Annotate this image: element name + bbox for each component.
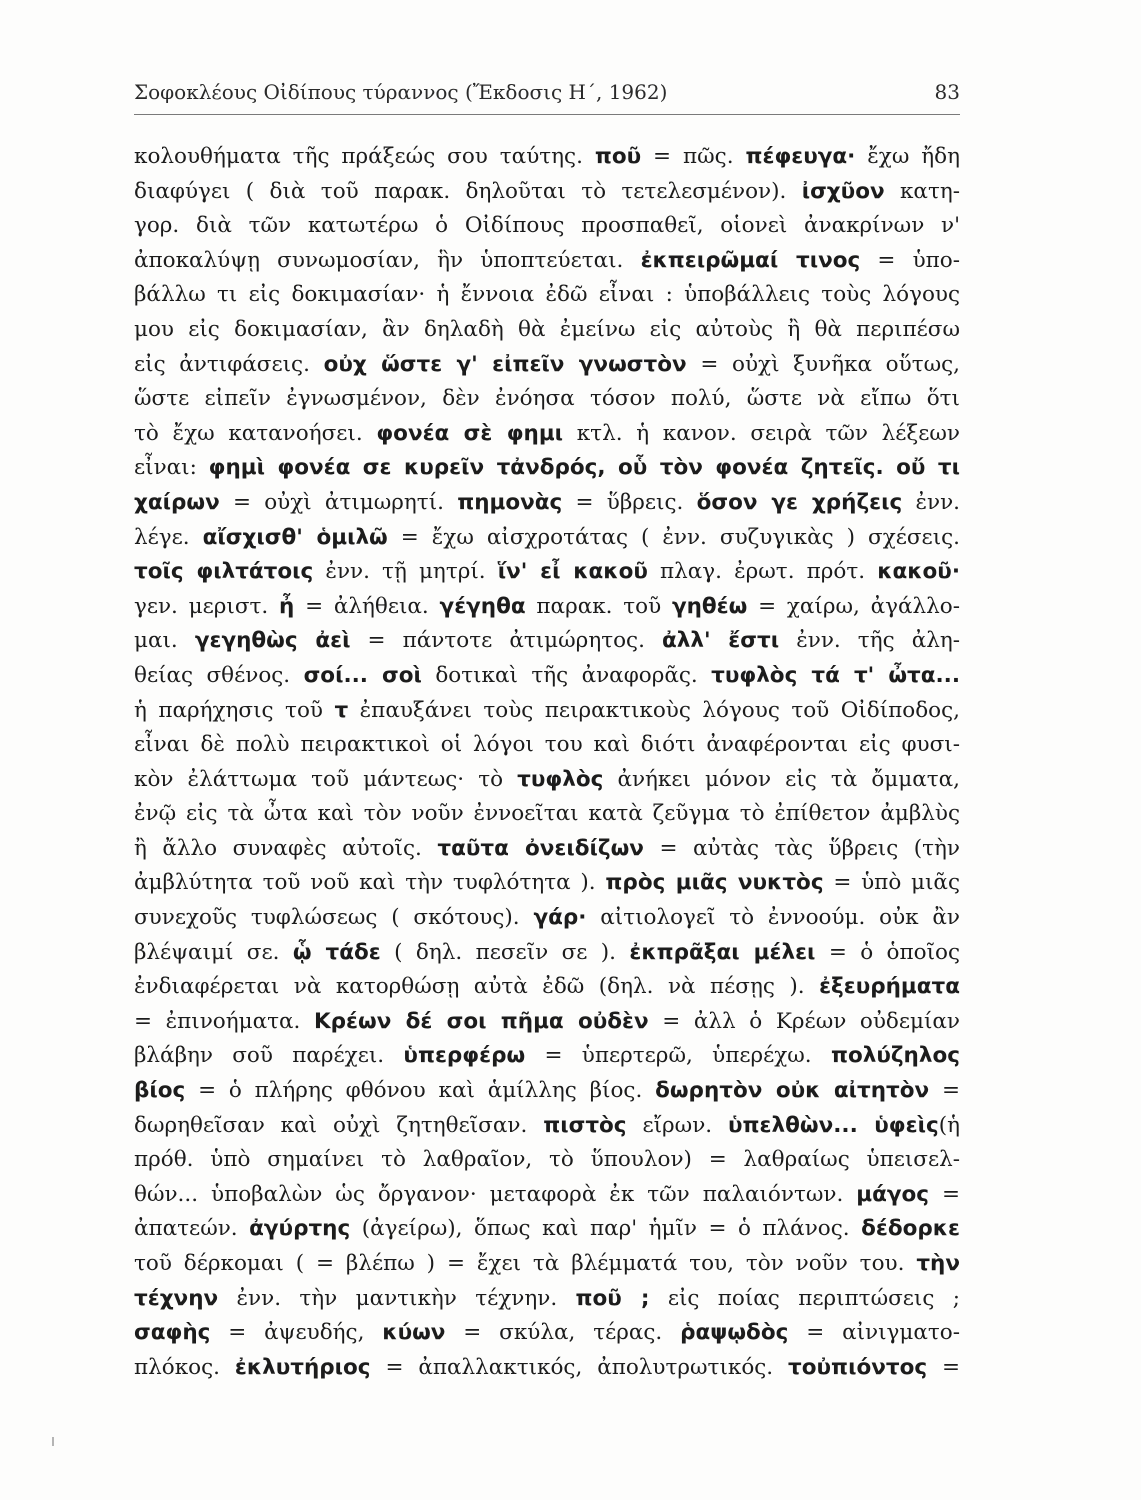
- text-run: βάλλω τι εἰς δοκιμασίαν· ἡ ἔννοια ἐδῶ εἶναι : ὑποβάλλεις τοὺς λόγους: [134, 282, 960, 308]
- text-run: ἐνδιαφέρεται νὰ κατορθώσῃ αὐτὰ ἐδῶ (δηλ. νὰ πέσῃς ).: [134, 974, 820, 1000]
- text-run: γορ. διὰ τῶν κατωτέρω ὁ Οἰδίπους προσπαθεῖ, οἱονεὶ ἀνακρίνων ν': [134, 213, 960, 239]
- text-run: κτλ. ἡ κανον. σειρὰ τῶν λέξεων: [563, 420, 960, 446]
- text-line: [134, 313, 960, 348]
- text-line: [134, 382, 960, 417]
- lemma-bold: ἐκλυτήριος: [234, 1354, 371, 1380]
- lemma-bold: ποῦ ;: [575, 1285, 650, 1311]
- text-run: τοῦ δέρκομαι ( = βλέπω ) = ἔχει τὰ βλέμματά του, τὸν νοῦν του.: [134, 1251, 917, 1276]
- text-line: [134, 209, 960, 244]
- text-line: [134, 970, 960, 1005]
- text-line: [134, 175, 960, 210]
- lemma-bold: τὴν: [916, 1251, 960, 1276]
- text-line: [134, 486, 960, 521]
- text-run: = οὐχὶ ξυνῆκα οὕτως,: [686, 351, 960, 377]
- lemma-bold: δέδορκε: [861, 1216, 960, 1242]
- text-run: ἔχω ἤδη: [855, 144, 960, 169]
- text-line: [134, 348, 960, 383]
- text-run: (ἀγείρω), ὅπως καὶ παρ' ἡμῖν = ὁ πλάνος.: [350, 1216, 862, 1242]
- text-run: = ἐπινοήματα.: [134, 1008, 314, 1034]
- text-run: = αὐτὰς τὰς ὕβρεις (τὴν: [643, 835, 960, 861]
- text-line: [134, 1074, 960, 1109]
- lemma-bold: ἀγύρτης: [249, 1216, 351, 1242]
- lemma-bold: ἐκπειρῶμαί τινος: [640, 247, 861, 273]
- text-run: εἶναι:: [134, 455, 209, 481]
- running-header: [134, 80, 960, 112]
- text-line: [134, 936, 960, 971]
- lemma-bold: ῥαψῳδὸς: [680, 1320, 789, 1346]
- lemma-bold: πρὸς μιᾶς νυκτὸς: [605, 870, 824, 896]
- text-line: [134, 1351, 960, 1386]
- text-run: λέγε.: [134, 524, 203, 550]
- text-line: [134, 901, 960, 936]
- text-run: = ὕβρεις.: [562, 489, 697, 515]
- text-line: [134, 1178, 960, 1213]
- text-line: [134, 451, 960, 486]
- lemma-bold: ὑπερφέρω: [403, 1043, 526, 1069]
- text-run: ἢ ἄλλο συναφὲς αὐτοῖς.: [134, 835, 438, 861]
- header-rule: [134, 114, 960, 115]
- lemma-bold: βίος: [134, 1078, 186, 1104]
- text-run: = ὁ ὁποῖος: [815, 939, 960, 965]
- margin-mark: [52, 1437, 54, 1446]
- text-run: διαφύγει ( διὰ τοῦ παρακ. δηλοῦται τὸ τετελεσμένον).: [134, 178, 802, 204]
- text-run: ἐνν. τῇ μητρί.: [313, 559, 498, 585]
- lemma-bold: κακοῦ·: [877, 559, 960, 585]
- lemma-bold: γηθέω: [671, 593, 748, 619]
- lemma-bold: ὅσον γε χρήζεις: [696, 489, 903, 515]
- text-run: = αἰνιγματο-: [788, 1320, 960, 1346]
- text-run: τὸ ἔχω κατανοήσει.: [134, 420, 377, 446]
- text-run: ( δηλ. πεσεῖν σε ).: [380, 939, 630, 965]
- lemma-bold: πιστὸς: [543, 1112, 627, 1138]
- text-run: = πῶς.: [641, 144, 746, 169]
- lemma-bold: οὐχ ὥστε γ' εἰπεῖν γνωστὸν: [323, 351, 687, 377]
- text-run: κατη-: [884, 178, 960, 204]
- lemma-bold: ταῦτα ὀνειδίζων: [437, 835, 644, 861]
- lemma-bold: γέγηθα: [439, 593, 526, 619]
- text-run: πλαγ. ἐρωτ. πρότ.: [647, 559, 878, 585]
- text-line: [134, 1212, 960, 1247]
- lemma-bold: κύων: [382, 1320, 446, 1346]
- text-line: [134, 521, 960, 556]
- text-run: ὥστε εἰπεῖν ἐγνωσμένον, δὲν ἐνόησα τόσον πολύ, ὥστε νὰ εἴπω ὅτι: [134, 386, 960, 412]
- lemma-bold: τοῖς φιλτάτοις: [134, 559, 314, 585]
- text-line: [134, 590, 960, 625]
- lemma-bold: ᾧ τάδε: [292, 939, 381, 965]
- text-run: ἐνν.: [902, 489, 960, 515]
- text-line: [134, 1109, 960, 1144]
- lemma-bold: φημὶ φονέα σε κυρεῖν τἀνδρός, οὗ τὸν φονέα ζητεῖς. οὔ τι: [208, 455, 960, 481]
- text-run: = ἀλήθεια.: [294, 593, 440, 619]
- text-run: = ἔχω αἰσχροτάτας ( ἐνν. συζυγικὰς ) σχέσεις.: [387, 524, 960, 550]
- text-run: θείας σθένος.: [134, 662, 304, 688]
- text-line: [134, 1316, 960, 1351]
- text-run: πρόθ. ὑπὸ σημαίνει τὸ λαθραῖον, τὸ ὕπουλον) = λαθραίως ὑπεισελ-: [134, 1147, 960, 1173]
- lemma-bold: τυφλὸς: [517, 766, 604, 792]
- text-run: (ἡ: [938, 1112, 960, 1138]
- text-line: [134, 1247, 960, 1282]
- text-line: [134, 1039, 960, 1074]
- lemma-bold: δωρητὸν οὐκ αἰτητὸν: [655, 1078, 930, 1104]
- text-run: ἐνν. τὴν μαντικὴν τέχνην.: [218, 1285, 576, 1311]
- lemma-bold: ἰσχῦον: [801, 178, 885, 204]
- lemma-bold: ἵν' εἶ κακοῦ: [497, 559, 648, 585]
- text-line: [134, 417, 960, 452]
- lemma-bold: φονέα σὲ φημι: [376, 420, 564, 446]
- lemma-bold: τυφλὸς τά τ' ὦτα...: [711, 662, 960, 688]
- text-run: ἀνήκει μόνον εἰς τὰ ὄμματα,: [603, 766, 960, 792]
- text-run: μου εἰς δοκιμασίαν, ἂν δηλαδὴ θὰ ἐμείνω εἰς αὐτοὺς ἢ θὰ περιπέσω: [134, 316, 960, 342]
- text-run: εἰς ἀντιφάσεις.: [134, 351, 324, 377]
- text-line: [134, 763, 960, 798]
- text-run: = οὐχὶ ἀτιμωρητί.: [219, 489, 458, 515]
- text-line: [134, 728, 960, 763]
- lemma-bold: τ: [334, 697, 349, 723]
- text-run: =: [927, 1354, 960, 1380]
- lemma-bold: σοί... σοὶ: [303, 662, 422, 688]
- text-run: = ὁ πλήρης φθόνου καὶ ἁμίλλης βίος.: [185, 1078, 656, 1104]
- text-run: = σκύλα, τέρας.: [445, 1320, 681, 1346]
- text-run: = ὑπο-: [860, 247, 960, 273]
- text-run: ἐνῷ εἰς τὰ ὦτα καὶ τὸν νοῦν ἐννοεῖται κατὰ ζεῦγμα τὸ ἐπίθετον ἀμβλὺς: [134, 801, 960, 827]
- text-run: βλάβην σοῦ παρέχει.: [134, 1043, 404, 1069]
- text-run: ἡ παρήχησις τοῦ: [134, 697, 335, 723]
- text-line: [134, 1143, 960, 1178]
- text-line: [134, 624, 960, 659]
- text-run: = ὑπερτερῶ, ὑπερέχω.: [525, 1043, 831, 1069]
- text-run: = ὑπὸ μιᾶς: [823, 870, 960, 896]
- text-run: θών... ὑποβαλὼν ὡς ὄργανον· μεταφορὰ ἐκ τῶν παλαιόντων.: [134, 1181, 857, 1207]
- lemma-bold: πέφευγα·: [745, 144, 856, 169]
- lemma-bold: Κρέων δέ σοι πῆμα οὐδὲν: [314, 1008, 649, 1034]
- text-line: [134, 244, 960, 279]
- commentary-text: [134, 140, 960, 1385]
- page-number: 83: [934, 80, 960, 104]
- lemma-bold: ποῦ: [594, 144, 642, 169]
- text-run: κολουθήματα τῆς πράξεώς σου ταύτης.: [134, 144, 595, 169]
- text-line: [134, 140, 960, 175]
- running-header-title: Σοφοκλέους Οἰδίπους τύραννος (Ἔκδοσις Η΄, 1962): [134, 80, 668, 104]
- lemma-bold: ἀλλ' ἔστι: [662, 628, 780, 654]
- text-line: [134, 1005, 960, 1040]
- text-run: πλόκος.: [134, 1354, 235, 1380]
- text-run: =: [929, 1078, 960, 1104]
- text-run: ἀποκαλύψῃ συνωμοσίαν, ἣν ὑποπτεύεται.: [134, 247, 641, 273]
- text-run: = ἀπαλλακτικός, ἀπολυτρωτικός.: [370, 1354, 789, 1380]
- text-run: =: [929, 1181, 960, 1207]
- lemma-bold: τοὐπιόντος: [788, 1354, 928, 1380]
- text-run: εἴρων.: [626, 1112, 729, 1138]
- text-run: δωρηθεῖσαν καὶ οὐχὶ ζητηθεῖσαν.: [134, 1112, 544, 1138]
- text-line: [134, 555, 960, 590]
- text-run: μαι.: [134, 628, 195, 654]
- text-line: [134, 1282, 960, 1317]
- text-run: εἰς ποίας περιπτώσεις ;: [649, 1285, 960, 1311]
- lemma-bold: σαφὴς: [134, 1320, 211, 1346]
- text-run: συνεχοῦς τυφλώσεως ( σκότους).: [134, 905, 534, 931]
- text-run: αἰτιολογεῖ τὸ ἐννοούμ. οὐκ ἂν: [586, 905, 960, 931]
- lemma-bold: μάγος: [856, 1181, 930, 1207]
- text-run: = ἀψευδής,: [210, 1320, 383, 1346]
- lemma-bold: ἐκπρᾶξαι μέλει: [629, 939, 816, 965]
- lemma-bold: ἦ: [279, 593, 295, 619]
- text-run: γεν. μεριστ.: [134, 593, 280, 619]
- lemma-bold: πημονὰς: [457, 489, 563, 515]
- lemma-bold: χαίρων: [134, 489, 220, 515]
- text-line: [134, 659, 960, 694]
- text-line: [134, 694, 960, 729]
- lemma-bold: αἴσχισθ' ὁμιλῶ: [202, 524, 388, 550]
- lemma-bold: γεγηθὼς ἀεὶ: [194, 628, 351, 654]
- lemma-bold: τέχνην: [134, 1285, 219, 1311]
- text-line: [134, 797, 960, 832]
- text-run: βλέψαιμί σε.: [134, 939, 293, 965]
- text-run: ἐνν. τῆς ἀλη-: [779, 628, 960, 654]
- text-run: = χαίρω, ἀγάλλο-: [747, 593, 960, 619]
- text-run: εἶναι δὲ πολὺ πειρακτικοὶ οἱ λόγοι του καὶ διότι ἀναφέρονται εἰς φυσι-: [134, 732, 960, 758]
- text-run: = πάντοτε ἀτιμώρητος.: [350, 628, 662, 654]
- lemma-bold: πολύζηλος: [830, 1043, 960, 1069]
- lemma-bold: ὑπελθὼν... ὑφεὶς: [728, 1112, 939, 1138]
- text-line: [134, 866, 960, 901]
- text-run: ἐπαυξάνει τοὺς πειρακτικοὺς λόγους τοῦ Οἰδίποδος,: [348, 697, 960, 723]
- lemma-bold: γάρ·: [533, 905, 587, 931]
- text-line: [134, 832, 960, 867]
- text-run: ἀπατεών.: [134, 1216, 250, 1242]
- text-run: = ἀλλ ὁ Κρέων οὐδεμίαν: [648, 1008, 960, 1034]
- text-run: ἀμβλύτητα τοῦ νοῦ καὶ τὴν τυφλότητα ).: [134, 870, 606, 896]
- text-run: δοτικαὶ τῆς ἀναφορᾶς.: [421, 662, 712, 688]
- text-run: κὸν ἐλάττωμα τοῦ μάντεως· τὸ: [134, 766, 518, 792]
- lemma-bold: ἐξευρήματα: [819, 974, 960, 1000]
- text-run: παρακ. τοῦ: [525, 593, 672, 619]
- text-line: [134, 278, 960, 313]
